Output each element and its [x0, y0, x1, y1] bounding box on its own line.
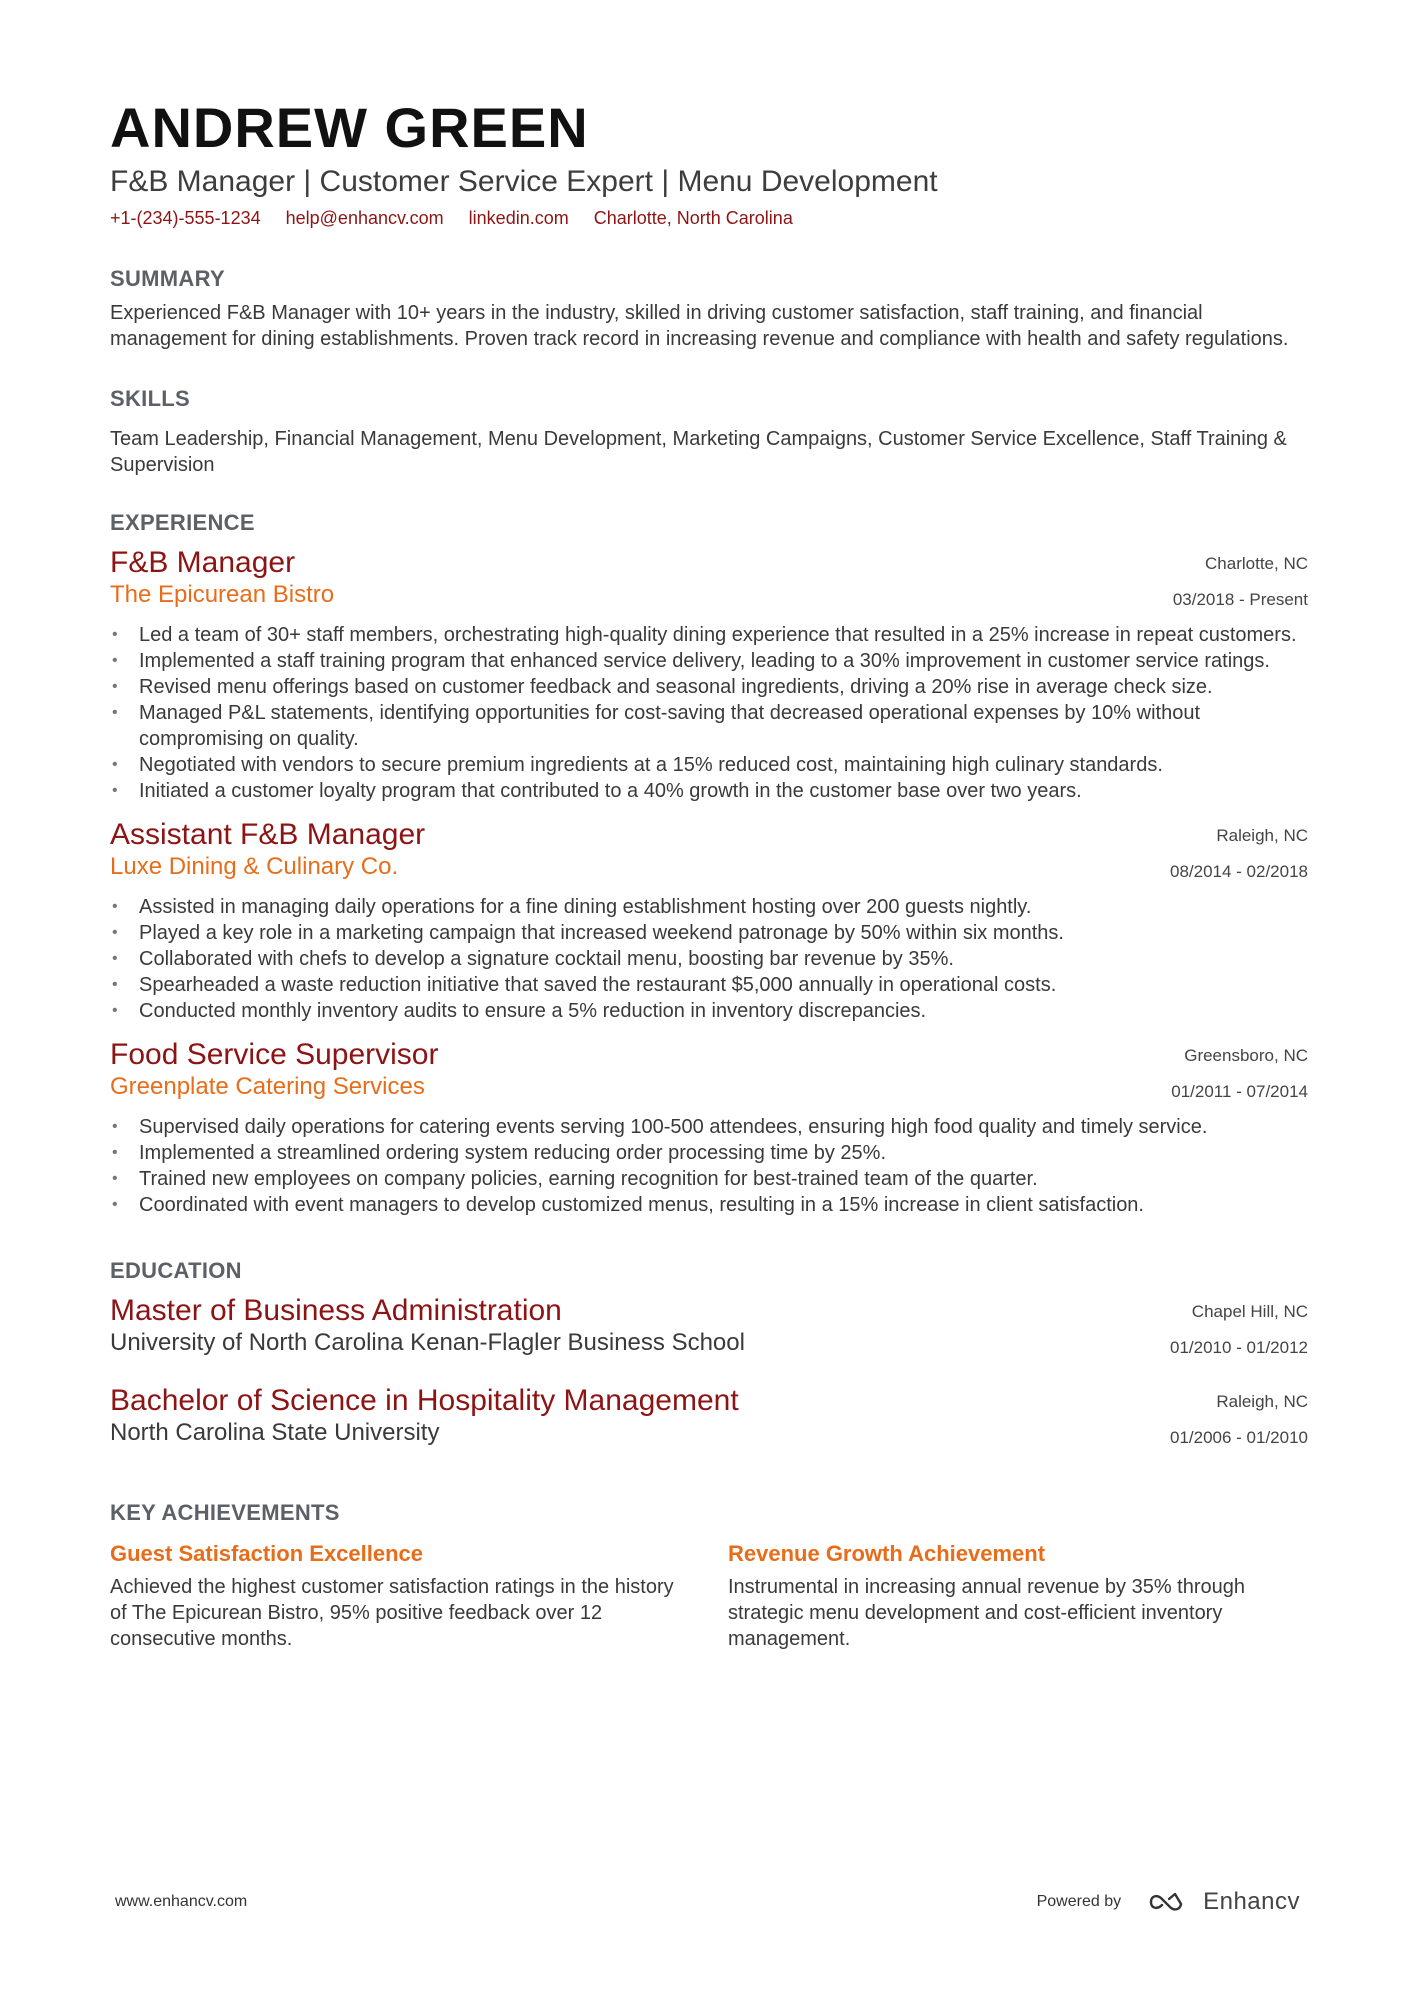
job-location: Greensboro, NC: [1184, 1046, 1308, 1065]
achievement-title: Guest Satisfaction Excellence: [110, 1541, 424, 1566]
experience-entry: [110, 818, 1308, 1024]
skills-section: [110, 386, 1308, 478]
list-item: • Collaborated with chefs to develop a signature cocktail menu, boosting bar revenue by 35%.: [112, 948, 954, 970]
list-item: • Implemented a streamlined ordering system reducing order processing time by 25%.: [112, 1142, 887, 1164]
list-item: • Played a key role in a marketing campaign that increased weekend patronage by 50% within six months.: [112, 922, 1064, 944]
school-name: University of North Carolina Kenan-Flagler Business School: [110, 1329, 745, 1356]
job-dates: 08/2014 - 02/2018: [1169, 862, 1308, 881]
contact-location: Charlotte, North Carolina: [593, 208, 793, 228]
list-item: • Spearheaded a waste reduction initiative that saved the restaurant $5,000 annually in operational costs.: [112, 974, 1057, 996]
job-title: F&B Manager: [110, 546, 296, 579]
summary-section: [110, 266, 1308, 352]
education-dates: 01/2010 - 01/2012: [1169, 1338, 1308, 1357]
contact-email[interactable]: help@enhancv.com: [285, 208, 444, 228]
brand-name: Enhancv: [1203, 1888, 1300, 1915]
list-item: • Led a team of 30+ staff members, orchestrating high-quality dining experience that resulted in a 25% increase in repeat customers.: [112, 624, 1297, 646]
contact-info: [110, 206, 1308, 230]
list-item: • Initiated a customer loyalty program that contributed to a 40% growth in the customer base over two years.: [112, 780, 1082, 802]
experience-section: [110, 510, 1308, 1218]
education-entry: [110, 1294, 1308, 1366]
achievement-text: Instrumental in increasing annual revenue by 35% through strategic menu development and cost-efficient inventory management.: [728, 1576, 1245, 1650]
summary-text: Experienced F&B Manager with 10+ years in the industry, skilled in driving customer satisfaction, staff training, and financial management for dining establishments. Proven track record in increasing revenue and compliance with health and safety regulations.: [110, 302, 1289, 350]
list-item: • Assisted in managing daily operations for a fine dining establishment hosting over 200 guests nightly.: [112, 896, 1032, 918]
powered-by-label: Powered by: [1036, 1893, 1122, 1910]
job-dates: 01/2011 - 07/2014: [1171, 1082, 1308, 1101]
list-item: • Conducted monthly inventory audits to ensure a 5% reduction in inventory discrepancies.: [112, 1000, 927, 1022]
education-location: Raleigh, NC: [1216, 1392, 1308, 1411]
page-footer: [115, 1888, 1300, 1916]
job-bullets: [110, 1114, 1308, 1218]
resume-page: [110, 96, 1308, 1652]
list-item: • Implemented a staff training program that enhanced service delivery, leading to a 30% improvement in customer service ratings.: [112, 650, 1270, 672]
experience-entry: [110, 546, 1308, 804]
candidate-headline: F&B Manager | Customer Service Expert | Menu Development: [110, 165, 938, 198]
achievements-title: KEY ACHIEVEMENTS: [110, 1500, 340, 1525]
achievement-item: [728, 1540, 1308, 1652]
education-entry: [110, 1384, 1308, 1456]
job-bullets: [110, 622, 1308, 804]
list-item: • Coordinated with event managers to develop customized menus, resulting in a 15% increase in client satisfaction.: [112, 1194, 1144, 1216]
education-location: Chapel Hill, NC: [1191, 1302, 1308, 1321]
job-location: Charlotte, NC: [1205, 554, 1308, 573]
job-location: Raleigh, NC: [1216, 826, 1308, 845]
skills-text: Team Leadership, Financial Management, Menu Development, Marketing Campaigns, Customer Service Excellence, Staff Training & Supervision: [110, 428, 1287, 476]
degree-title: Master of Business Administration: [110, 1294, 562, 1327]
list-item: • Managed P&L statements, identifying opportunities for cost-saving that decreased operational expenses by 10% without compromising on quality.: [112, 702, 1201, 750]
list-item: • Negotiated with vendors to secure premium ingredients at a 15% reduced cost, maintaining high culinary standards.: [112, 754, 1163, 776]
achievement-text: Achieved the highest customer satisfaction ratings in the history of The Epicurean Bistro, 95% positive feedback over 12 consecutive months.: [110, 1576, 674, 1650]
job-bullets: [110, 894, 1308, 1024]
contact-phone[interactable]: +1-(234)-555-1234: [110, 208, 261, 228]
list-item: • Supervised daily operations for catering events serving 100-500 attendees, ensuring high food quality and timely service.: [112, 1116, 1208, 1138]
list-item: • Trained new employees on company policies, earning recognition for best-trained team of the quarter.: [112, 1168, 1038, 1190]
resume-header: [110, 96, 1308, 230]
list-item: • Revised menu offerings based on customer feedback and seasonal ingredients, driving a 20% rise in average check size.: [112, 676, 1213, 698]
school-name: North Carolina State University: [110, 1419, 440, 1446]
enhancv-logo[interactable]: [1147, 1888, 1300, 1916]
education-section: [110, 1258, 1308, 1456]
enhancv-logo-icon: [1147, 1890, 1193, 1914]
contact-linkedin[interactable]: linkedin.com: [468, 208, 569, 228]
achievement-title: Revenue Growth Achievement: [728, 1541, 1046, 1566]
company-name: The Epicurean Bistro: [110, 581, 335, 608]
achievements-section: [110, 1500, 1308, 1652]
company-name: Greenplate Catering Services: [110, 1073, 425, 1100]
skills-title: SKILLS: [110, 386, 191, 411]
degree-title: Bachelor of Science in Hospitality Management: [110, 1384, 739, 1417]
candidate-name: ANDREW GREEN: [110, 96, 589, 159]
job-title: Assistant F&B Manager: [110, 818, 426, 851]
experience-title: EXPERIENCE: [110, 510, 255, 535]
education-dates: 01/2006 - 01/2010: [1169, 1428, 1308, 1447]
education-title: EDUCATION: [110, 1258, 242, 1283]
job-title: Food Service Supervisor: [110, 1038, 439, 1071]
achievement-item: [110, 1540, 690, 1652]
experience-entry: [110, 1038, 1308, 1218]
footer-website[interactable]: www.enhancv.com: [115, 1893, 248, 1910]
summary-title: SUMMARY: [110, 266, 225, 291]
job-dates: 03/2018 - Present: [1172, 590, 1308, 609]
company-name: Luxe Dining & Culinary Co.: [110, 853, 399, 880]
